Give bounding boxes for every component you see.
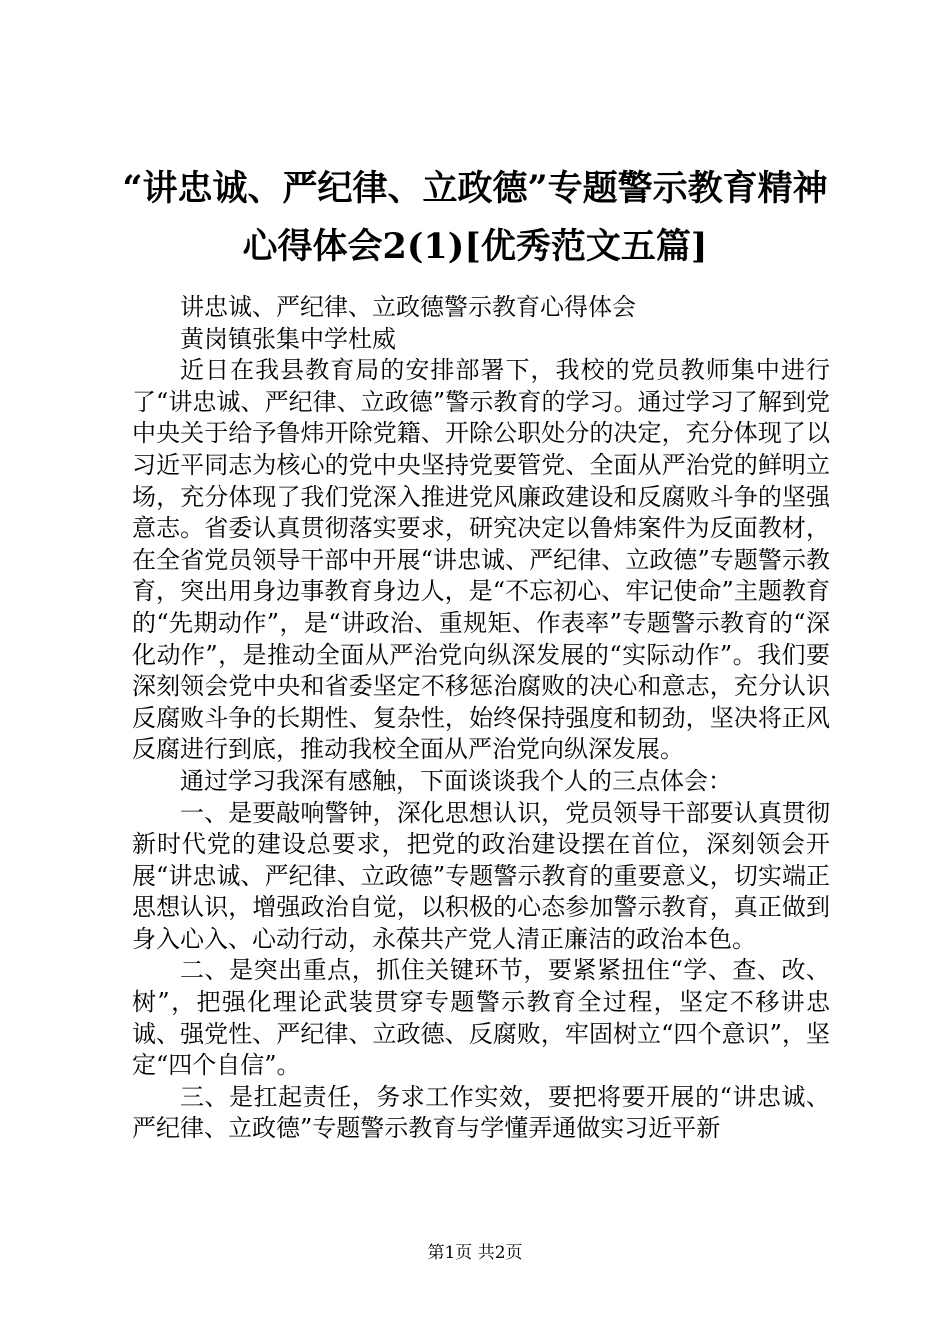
body-paragraph: 二、是突出重点，抓住关键环节，要紧紧扭住“学、查、改、树”，把强化理论武装贯穿专题警示教育全过程，坚定不移讲忠诚、强党性、严纪律、立政德、反腐败，牢固树立“四个意识”，坚定“四个自信”。 [132,956,830,1080]
page-number-footer: 第1页 共2页 [427,1243,523,1263]
document-author: 黄岗镇张集中学杜威 [180,324,396,353]
body-paragraph: 近日在我县教育局的安排部署下，我校的党员教师集中进行了“讲忠诚、严纪律、立政德”警示教育的学习。通过学习了解到党中央关于给予鲁炜开除党籍、开除公职处分的决定，充分体现了以习近平同志为核心的党中央坚持党要管党、全面从严治党的鲜明立场，充分体现了我们党深入推进党风廉政建设和反腐败斗争的坚强意志。省委认真贯彻落实要求，研究决定以鲁炜案件为反面教材，在全省党员领导干部中开展“讲忠诚、严纪律、立政德”专题警示教育，突出用身边事教育身边人，是“不忘初心、牢记使命”主题教育的“先期动作”，是“讲政治、重规矩、作表率”专题警示教育的“深化动作”，是推动全面从严治党向纵深发展的“实际动作”。我们要深刻领会党中央和省委坚定不移惩治腐败的决心和意志，充分认识反腐败斗争的长期性、复杂性，始终保持强度和韧劲，坚决将正风反腐进行到底，推动我校全面从严治党向纵深发展。 [132,356,830,764]
document-title: “讲忠诚、严纪律、立政德”专题警示教育精神心得体会2(1)[优秀范文五篇] [122,168,828,267]
body-paragraph: 一、是要敲响警钟，深化思想认识，党员领导干部要认真贯彻新时代党的建设总要求，把党的政治建设摆在首位，深刻领会开展“讲忠诚、严纪律、立政德”专题警示教育的重要意义，切实端正思想认识，增强政治自觉，以积极的心态参加警示教育，真正做到身入心入、心动行动，永葆共产党人清正廉洁的政治本色。 [132,798,830,953]
body-paragraph: 通过学习我深有感触，下面谈谈我个人的三点体会： [180,766,732,795]
document-body [132,292,830,1145]
body-paragraph: 三、是扛起责任，务求工作实效，要把将要开展的“讲忠诚、严纪律、立政德”专题警示教育与学懂弄通做实习近平新 [132,1082,830,1143]
document-subtitle: 讲忠诚、严纪律、立政德警示教育心得体会 [180,293,636,321]
